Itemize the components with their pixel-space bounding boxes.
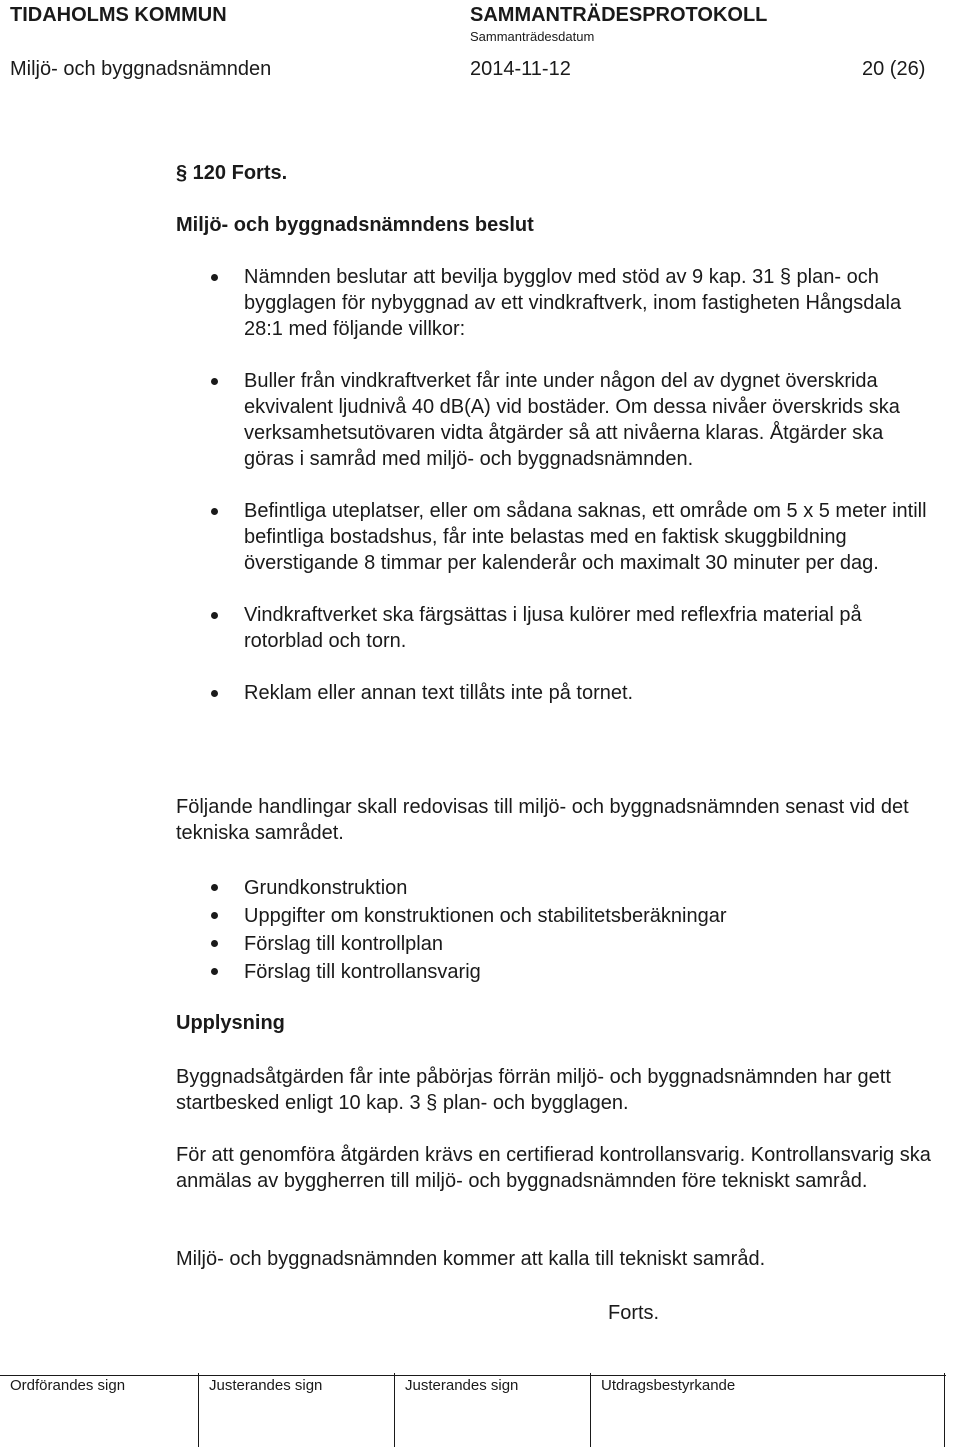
list-item: Nämnden beslutar att bevilja bygglov med stöd av 9 kap. 31 § plan- och bygglagen för nybyggnad av ett vindkraftverk, inom fastigheten Hångsdala 28:1 med följande villkor: [176, 264, 916, 342]
signature-label: Justerandes sign [405, 1377, 519, 1394]
section-heading: § 120 Forts. [176, 162, 288, 184]
documents-list [176, 874, 946, 986]
list-item: Uppgifter om konstruktionen och stabilitetsberäkningar [176, 902, 946, 930]
list-item: Grundkonstruktion [176, 874, 946, 902]
list-item: Reklam eller annan text tillåts inte på tornet. [176, 680, 946, 706]
committee-name: Miljö- och byggnadsnämnden [10, 58, 272, 80]
document-type: SAMMANTRÄDESPROTOKOLL [470, 4, 768, 26]
list-item: Buller från vindkraftverket får inte under någon del av dygnet överskrida ekvivalent ljudnivå 40 dB(A) vid bostäder. Om dessa nivåer överskrids ska verksamhetsutövaren vidta åtgärder så att nivåerna klaras. Åtgärder ska göras i samråd med miljö- och byggnadsnämnden. [176, 368, 946, 472]
notice-paragraph: För att genomföra åtgärden krävs en certifierad kontrollansvarig. Kontrollansvarig ska anmälas av byggherren till miljö- och byggnadsnämnden före tekniskt samråd. [176, 1144, 931, 1192]
organization-name: TIDAHOLMS KOMMUN [10, 4, 227, 26]
list-item: Förslag till kontrollplan [176, 930, 946, 958]
signature-label: Justerandes sign [209, 1377, 323, 1394]
date-label: Sammanträdesdatum [470, 29, 595, 44]
footer-right-edge [944, 1373, 946, 1447]
list-item: Förslag till kontrollansvarig [176, 958, 946, 986]
signature-cell [0, 1373, 198, 1447]
notice-heading: Upplysning [176, 1012, 285, 1034]
conditions-list [176, 368, 946, 706]
page-number: 20 (26) [862, 58, 926, 80]
signature-label: Utdragsbestyrkande [601, 1377, 736, 1394]
decision-list [176, 264, 916, 342]
notice-paragraph: Byggnadsåtgärden får inte påbörjas förrän miljö- och byggnadsnämnden har gett startbesked enligt 10 kap. 3 § plan- och bygglagen. [176, 1066, 891, 1114]
list-item: Vindkraftverket ska färgsättas i ljusa kulörer med reflexfria material på rotorblad och torn. [176, 602, 946, 654]
documents-intro: Följande handlingar skall redovisas till miljö- och byggnadsnämnden senast vid det tekniska samrådet. [176, 796, 909, 844]
meeting-date: 2014-11-12 [470, 58, 571, 80]
list-item: Befintliga uteplatser, eller om sådana saknas, ett område om 5 x 5 meter intill befintliga bostadshus, får inte belastas med en faktisk skuggbildning överstigande 8 timmar per kalenderår och maximalt 30 minuter per dag. [176, 498, 946, 576]
decision-heading: Miljö- och byggnadsnämndens beslut [176, 214, 534, 236]
signature-label: Ordförandes sign [10, 1377, 126, 1394]
signature-cell [394, 1373, 591, 1447]
signature-cell [590, 1373, 945, 1447]
signature-cell [198, 1373, 395, 1447]
notice-paragraph: Miljö- och byggnadsnämnden kommer att kalla till tekniskt samråd. [176, 1248, 766, 1270]
continued-marker: Forts. [608, 1302, 660, 1324]
